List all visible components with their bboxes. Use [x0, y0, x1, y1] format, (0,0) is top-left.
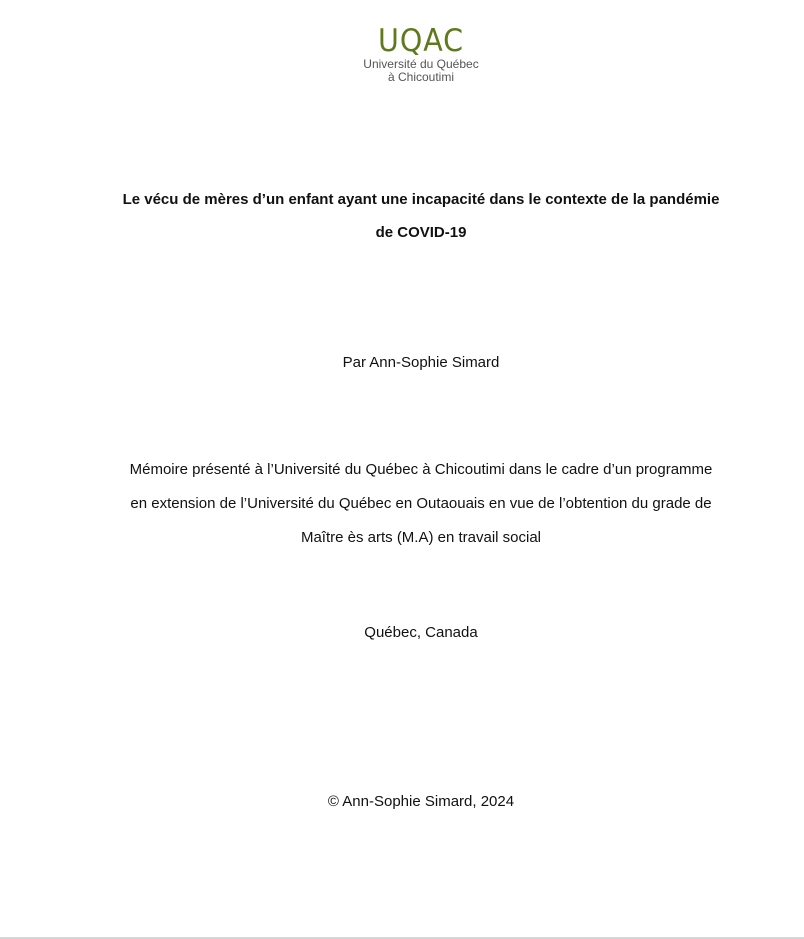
title-line-2: de COVID-19 — [375, 224, 467, 241]
logo-university-line2: à Chicoutimi — [387, 70, 455, 84]
thesis-title — [120, 183, 722, 249]
uqac-logo — [0, 24, 804, 84]
author-line: Par Ann-Sophie Simard — [342, 354, 500, 371]
title-line-1: Le vécu de mères d’un enfant ayant une incapacité dans le contexte de la pandémie — [122, 191, 720, 208]
logo-acronym: UQAC — [378, 23, 464, 59]
memoire-statement — [120, 453, 722, 555]
copyright-line: © Ann-Sophie Simard, 2024 — [327, 793, 515, 810]
memoire-line-2: en extension de l’Université du Québec en Outaouais en vue de l’obtention du grade de — [130, 495, 712, 512]
memoire-line-3: Maître ès arts (M.A) en travail social — [300, 529, 542, 546]
place-line: Québec, Canada — [364, 624, 478, 641]
memoire-line-1: Mémoire présenté à l’Université du Québec à Chicoutimi dans le cadre d’un programme — [129, 461, 713, 478]
logo-university-line1: Université du Québec — [363, 57, 479, 71]
